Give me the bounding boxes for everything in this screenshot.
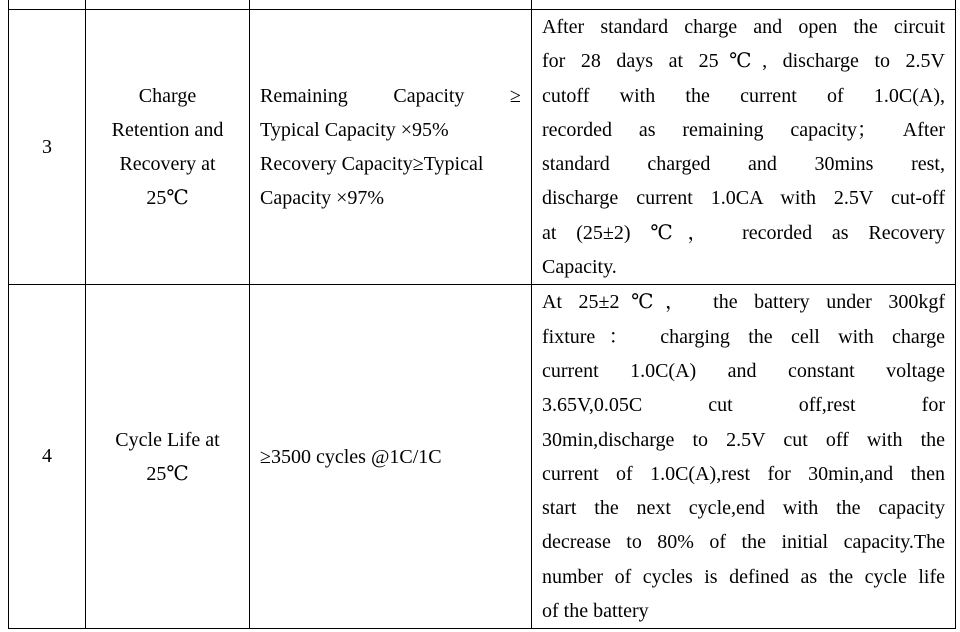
test-method-line: cutoff with the current of 1.0C(A), [542,84,945,107]
row-number-cell [9,10,86,285]
requirement-text [260,440,521,474]
row-number-cell [9,285,86,629]
empty-cell [86,0,250,10]
test-method-text [542,285,945,628]
spec-table [8,0,956,629]
empty-cell [250,0,532,10]
test-method-line: for 28 days at 25℃, discharge to 2.5V [542,50,945,73]
test-item-line: Recovery at [119,153,216,176]
test-method-line: standard charged and 30mins rest, [542,153,945,176]
test-item-line: Charge [138,85,197,108]
requirement-cell [250,285,532,629]
requirement-text [260,79,521,216]
test-method-cell [532,285,956,629]
test-method-line: decrease to 80% of the initial capacity.The [542,531,945,554]
test-item-cell [86,285,250,629]
test-method-line: After standard charge and open the circuit [542,16,945,38]
test-method-line: at (25±2) ℃， recorded as Recovery [542,221,945,244]
test-method-line: of the battery [542,600,649,623]
empty-cell [532,0,956,10]
test-method-cell [532,10,956,285]
requirement-line: ≥3500 cycles @1C/1C [260,445,442,468]
table-row-cycle-life [9,285,956,629]
test-item-cell [86,10,250,285]
test-method-line: number of cycles is defined as the cycle life [542,565,945,588]
test-item-line: 25℃ [146,462,189,485]
test-method-line: 3.65V,0.05C cut off,rest for [542,394,945,417]
test-method-line: discharge current 1.0CA with 2.5V cut-off [542,187,945,210]
test-method-line: current of 1.0C(A),rest for 30min,and then [542,462,945,485]
table-row-previous-partial [9,0,956,10]
test-item-line: Cycle Life at [115,428,220,451]
requirement-line: Capacity ×97% [260,187,385,210]
empty-cell [9,0,86,10]
test-method-text [542,10,945,284]
test-method-line: recorded as remaining capacity； After [542,118,945,141]
test-method-line: Capacity. [542,256,617,279]
requirement-line: Typical Capacity ×95% [260,118,449,141]
test-item-line: 25℃ [146,187,189,210]
requirement-cell [250,10,532,285]
test-method-line: 30min,discharge to 2.5V cut off with the [542,428,945,451]
test-item-line: Retention and [111,119,224,142]
row-number: 3 [42,135,52,158]
test-method-line: fixture： charging the cell with charge [542,325,945,348]
row-number: 4 [42,445,52,468]
requirement-line: Recovery Capacity≥Typical [260,153,484,176]
test-method-line: current 1.0C(A) and constant voltage [542,359,945,382]
requirement-line: Remaining Capacity ≥ [260,84,521,107]
test-method-line: At 25±2℃， the battery under 300kgf [542,291,945,314]
table-row-charge-retention [9,10,956,285]
test-method-line: start the next cycle,end with the capacity [542,497,945,520]
